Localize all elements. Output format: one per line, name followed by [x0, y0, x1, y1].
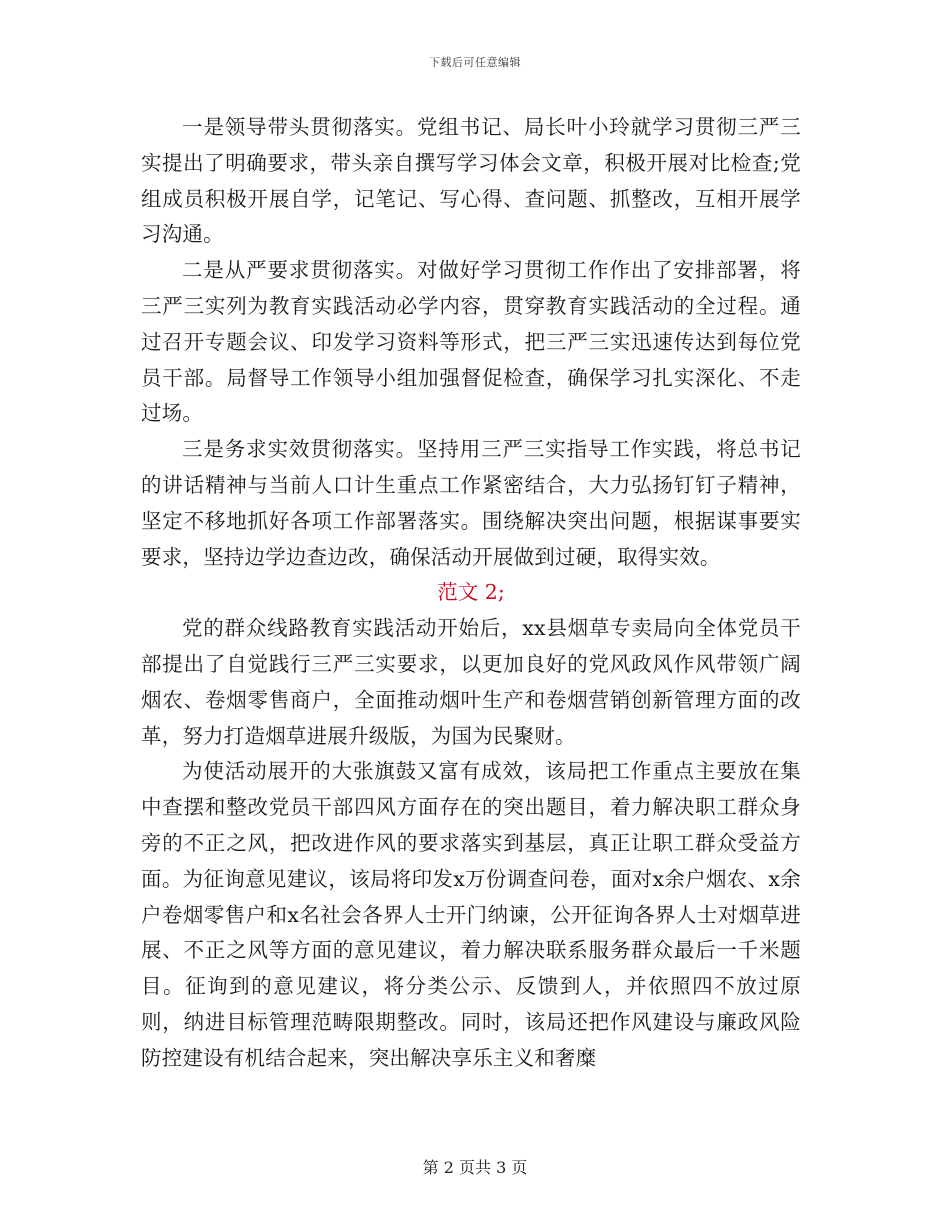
- section-title: 范文 2;: [437, 580, 505, 605]
- paragraph-practical-results: 三是务求实效贯彻落实。坚持用三严三实指导工作实践，将总书记的讲话精神与当前人口计生重点工作紧密结合，大力弘扬钉钉子精神，坚定不移地抓好各项工作部署落实。围绕解决突出问题，根据谋事要实要求，坚持边学边查边改，确保活动开展做到过硬，取得实效。: [141, 437, 801, 569]
- paragraph-leadership: 一是领导带头贯彻落实。党组书记、局长叶小玲就学习贯彻三严三实提出了明确要求，带头亲自撰写学习体会文章，积极开展对比检查;党组成员积极开展自学，记笔记、写心得、查问题、抓整改，互相开展学习沟通。: [141, 115, 801, 247]
- paragraph-tobacco-bureau: 党的群众线路教育实践活动开始后，xx县烟草专卖局向全体党员干部提出了自觉践行三严三实要求，以更加良好的党风政风作风带领广阔烟农、卷烟零售商户，全面推动烟叶生产和卷烟营销创新管理方面的改革，努力打造烟草进展升级版，为国为民聚财。: [141, 616, 801, 748]
- document-body: [141, 110, 801, 1077]
- paragraph-strict-requirements: 二是从严要求贯彻落实。对做好学习贯彻工作作出了安排部署，将三严三实列为教育实践活动必学内容，贯穿教育实践活动的全过程。通过召开专题会议、印发学习资料等形式，把三严三实迅速传达到每位党员干部。局督导工作领导小组加强督促检查，确保学习扎实深化、不走过场。: [141, 258, 801, 426]
- page-header: 下载后可任意编辑: [429, 56, 521, 69]
- paragraph-activity-focus: 为使活动展开的大张旗鼓又富有成效，该局把工作重点主要放在集中查摆和整改党员干部四风方面存在的突出题目，着力解决职工群众身旁的不正之风，把改进作风的要求落实到基层，真正让职工群众受益方面。为征询意见建议，该局将印发x万份调查问卷，面对x余户烟农、x余户卷烟零售户和x名社会各界人士开门纳谏，公开征询各界人士对烟草进展、不正之风等方面的意见建议，着力解决联系服务群众最后一千米题目。征询到的意见建议，将分类公示、反馈到人，并依照四不放过原则，纳进目标管理范畴限期整改。同时，该局还把作风建设与廉政风险防控建设有机结合起来，突出解决享乐主义和奢糜: [141, 759, 801, 1070]
- page-footer: 第 2 页共 3 页: [422, 1158, 528, 1177]
